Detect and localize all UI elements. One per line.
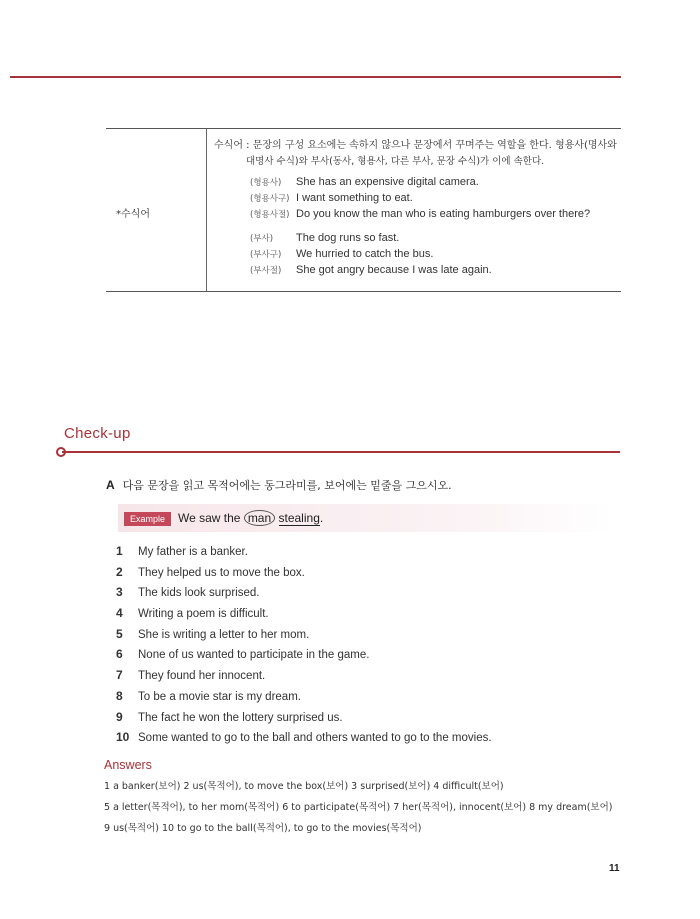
question-number: 9 (116, 709, 123, 724)
question-item (116, 710, 492, 731)
question-number: 1 (116, 544, 123, 558)
example-text: I want something to eat. (296, 192, 413, 204)
instruction-text: 다음 문장을 읽고 목적어에는 동그라미를, 보어에는 밑줄을 그으시오. (122, 479, 452, 492)
page-number: 11 (609, 863, 620, 874)
example-complement-underlined: stealing (278, 511, 320, 525)
definition-body (214, 138, 619, 280)
example-space (275, 511, 278, 525)
question-text: To be a movie star is my dream. (138, 690, 301, 703)
example-text: Do you know the man who is eating hamburgers over there? (296, 208, 591, 220)
example-row (214, 264, 619, 280)
adverb-examples (214, 232, 619, 280)
answer-line: 9 us(목적어) 10 to go to the ball(목적어), to go to the movies(목적어) (104, 823, 422, 834)
example-tag: (형용사) (250, 178, 282, 188)
example-tag: (부사절) (250, 266, 282, 276)
top-rule (10, 76, 621, 78)
question-item (116, 689, 492, 710)
example-end: . (319, 511, 324, 525)
example-tag: (부사) (250, 234, 274, 244)
definition-line-1: 수식어 : 문장의 구성 요소에는 속하지 않으나 문장에서 꾸며주는 역할을 한다. 형용사(명사와 (214, 140, 617, 151)
example-text: She has an expensive digital camera. (296, 176, 479, 188)
example-text: The dog runs so fast. (296, 232, 400, 244)
question-item (116, 606, 492, 627)
term-label: *수식어 (116, 209, 150, 220)
example-row (214, 176, 619, 192)
example-box (118, 504, 614, 532)
question-text: None of us wanted to participate in the game. (138, 649, 370, 662)
question-number: 7 (116, 668, 123, 683)
question-number: 2 (116, 564, 123, 579)
example-row (214, 248, 619, 264)
checkup-rule (62, 451, 620, 453)
question-text: The fact he won the lottery surprised us. (138, 711, 343, 724)
answer-line: 1 a banker(보어) 2 us(목적어), to move the box(보어) 3 surprised(보어) 4 difficult(보어) (104, 781, 504, 792)
example-row (214, 232, 619, 248)
definition-line-2: 대명사 수식)와 부사(동사, 형용사, 다른 부사, 문장 수식)가 이에 속한다. (246, 156, 545, 167)
question-text: Writing a poem is difficult. (138, 608, 269, 621)
example-row (214, 192, 619, 208)
section-letter: A (106, 478, 115, 492)
question-item (116, 585, 492, 606)
question-text: They helped us to move the box. (138, 566, 305, 579)
example-tag: (형용사절) (250, 210, 290, 220)
question-item (116, 668, 492, 689)
example-tag: (형용사구) (250, 194, 290, 204)
question-number: 8 (116, 688, 123, 703)
question-text: She is writing a letter to her mom. (138, 628, 310, 641)
table-divider (206, 129, 207, 291)
adjective-examples (214, 176, 619, 224)
question-item (116, 627, 492, 648)
question-list (116, 544, 492, 751)
question-item (116, 647, 492, 668)
example-row (214, 208, 619, 224)
example-label: Example (124, 512, 171, 526)
question-text: They found her innocent. (138, 670, 266, 683)
question-item (116, 730, 492, 751)
question-text: The kids look surprised. (138, 587, 260, 600)
example-pre: We saw the (178, 511, 244, 525)
question-text: Some wanted to go to the ball and others wanted to go to the movies. (138, 732, 492, 745)
example-tag: (부사구) (250, 250, 282, 260)
example-text: We hurried to catch the bus. (296, 248, 434, 260)
example-text: She got angry because I was late again. (296, 264, 492, 276)
question-number: 3 (116, 585, 123, 600)
example-object-circled: man (244, 510, 275, 526)
question-number: 10 (116, 730, 130, 745)
answer-line: 5 a letter(목적어), to her mom(목적어) 6 to participate(목적어) 7 her(목적어), innocent(보어) 8 my dream(보어) (104, 802, 613, 813)
question-text: My father is a banker. (138, 546, 248, 558)
question-number: 4 (116, 606, 123, 621)
question-number: 5 (116, 626, 123, 641)
modifier-definition-table (106, 128, 621, 292)
checkup-title: Check-up (64, 425, 131, 442)
question-item (116, 544, 492, 565)
question-number: 6 (116, 647, 123, 662)
example-sentence (178, 511, 323, 525)
instruction (106, 477, 452, 493)
question-item (116, 565, 492, 586)
answers-title: Answers (104, 758, 152, 772)
answers-block (104, 778, 612, 841)
